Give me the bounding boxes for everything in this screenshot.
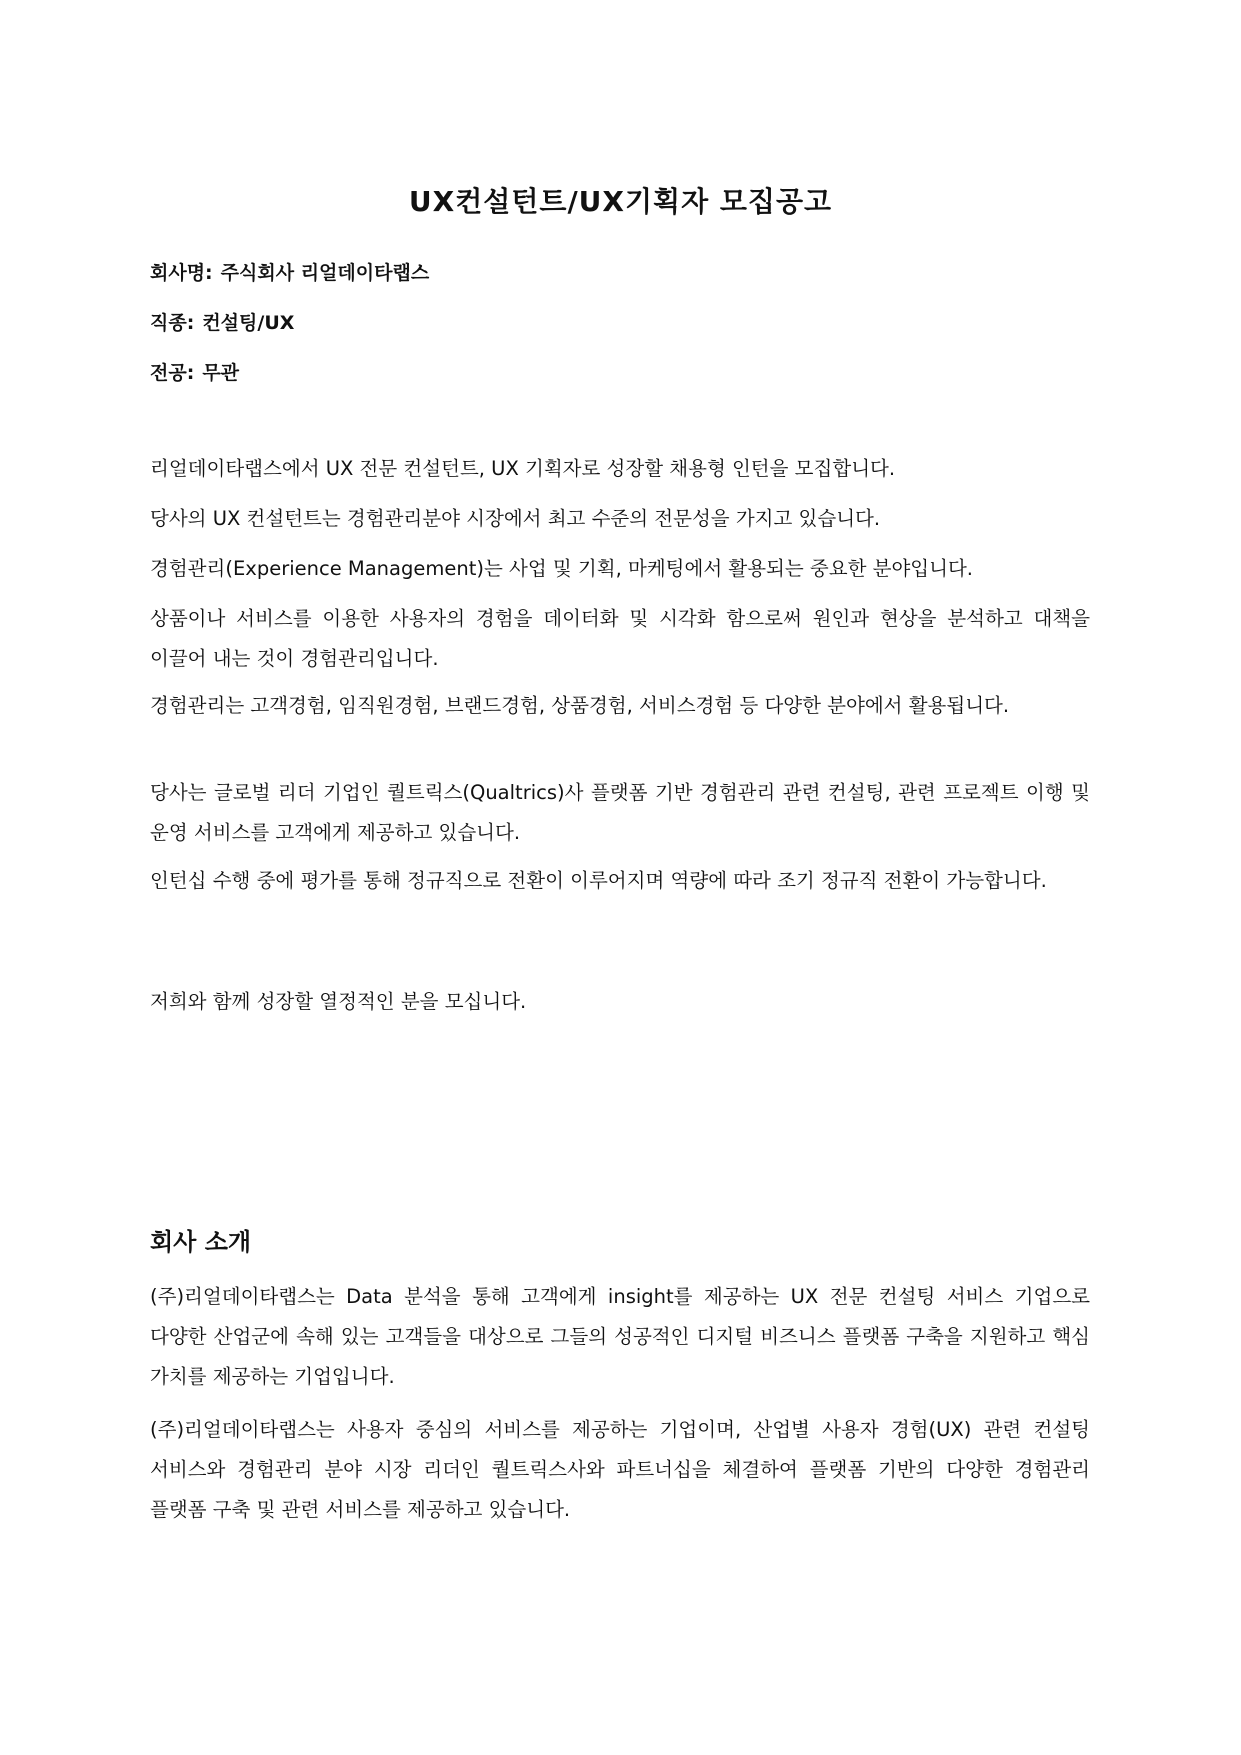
intro-paragraph-5: 경험관리는 고객경험, 임직원경험, 브랜드경험, 상품경험, 서비스경험 등 다양한 분야에서 활용됩니다.	[150, 694, 1010, 717]
company-paragraph-2: (주)리얼데이타랩스는 사용자 중심의 서비스를 제공하는 기업이며, 산업별 사용자 경험(UX) 관련 컨설팅 서비스와 경험관리 분야 시장 리더인 퀄트릭스사와 파트너십을 체결하여 플랫폼 기반의 다양한 경험관리 플랫폼 구축 및 관련 서비스를 제공하고 있습니다.	[150, 1418, 1090, 1521]
intro-paragraph-7: 인턴십 수행 중에 평가를 통해 정규직으로 전환이 이루어지며 역량에 따라 조기 정규직 전환이 가능합니다.	[150, 869, 1047, 892]
page-title: UX컨설턴트/UX기획자 모집공고	[408, 185, 833, 218]
meta-job-type-label: 직종:	[150, 312, 195, 334]
intro-paragraph-1: 리얼데이타랩스에서 UX 전문 컨설턴트, UX 기획자로 성장할 채용형 인턴을 모집합니다.	[150, 457, 896, 480]
intro-paragraph-2: 당사의 UX 컨설턴트는 경험관리분야 시장에서 최고 수준의 전문성을 가지고 있습니다.	[150, 507, 881, 530]
closing-sentence: 저희와 함께 성장할 열정적인 분을 모십니다.	[150, 990, 527, 1013]
meta-major	[150, 358, 239, 385]
meta-job-type	[150, 308, 294, 335]
section-heading-company-intro: 회사 소개	[150, 1228, 252, 1256]
meta-job-type-value: 컨설팅/UX	[202, 312, 295, 334]
meta-company-label: 회사명:	[150, 262, 213, 284]
meta-major-label: 전공:	[150, 362, 195, 384]
intro-paragraph-3: 경험관리(Experience Management)는 사업 및 기획, 마케팅에서 활용되는 중요한 분야입니다.	[150, 557, 973, 580]
company-paragraph-1: (주)리얼데이타랩스는 Data 분석을 통해 고객에게 insight를 제공하는 UX 전문 컨설팅 서비스 기업으로 다양한 산업군에 속해 있는 고객들을 대상으로 그들의 성공적인 디지털 비즈니스 플랫폼 구축을 지원하고 핵심 가치를 제공하는 기업입니다.	[150, 1285, 1090, 1388]
intro-paragraph-6: 당사는 글로벌 리더 기업인 퀄트릭스(Qualtrics)사 플랫폼 기반 경험관리 관련 컨설팅, 관련 프로젝트 이행 및 운영 서비스를 고객에게 제공하고 있습니다.	[150, 781, 1090, 844]
meta-company	[150, 258, 429, 285]
meta-company-value: 주식회사 리얼데이타랩스	[220, 262, 430, 284]
meta-major-value: 무관	[202, 362, 240, 384]
intro-paragraph-4: 상품이나 서비스를 이용한 사용자의 경험을 데이터화 및 시각화 함으로써 원인과 현상을 분석하고 대책을 이끌어 내는 것이 경험관리입니다.	[150, 607, 1090, 670]
